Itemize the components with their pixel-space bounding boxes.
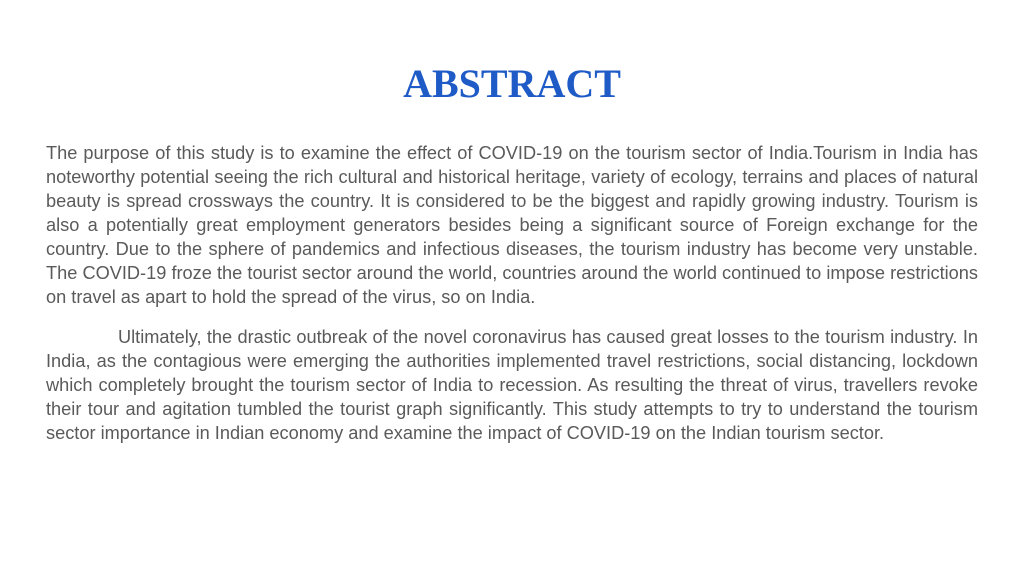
abstract-paragraph-1: The purpose of this study is to examine the effect of COVID-19 on the tourism sector of India.Tourism in India has noteworthy potential seeing the rich cultural and historical heritage, variety of ecology, terrains and places of natural beauty is spread crossways the country. It is considered to be the biggest and rapidly growing industry. Tourism is also a potentially great employment generators besides being a significant source of Foreign exchange for the country. Due to the sphere of pandemics and infectious diseases, the tourism industry has become very unstable. The COVID-19 froze the tourist sector around the world, countries around the world continued to impose restrictions on travel as apart to hold the spread of the virus, so on India. (46, 143, 978, 307)
abstract-paragraph-2: Ultimately, the drastic outbreak of the novel coronavirus has caused great losses to the tourism industry. In India, as the contagious were emerging the authorities implemented travel restrictions, social distancing, lockdown which completely brought the tourism sector of India to recession. As resulting the threat of virus, travellers revoke their tour and agitation tumbled the tourist graph significantly. This study attempts to try to understand the tourism sector importance in Indian economy and examine the impact of COVID-19 on the Indian tourism sector. (46, 327, 978, 443)
abstract-body (46, 141, 978, 445)
slide-title: ABSTRACT (403, 61, 621, 106)
